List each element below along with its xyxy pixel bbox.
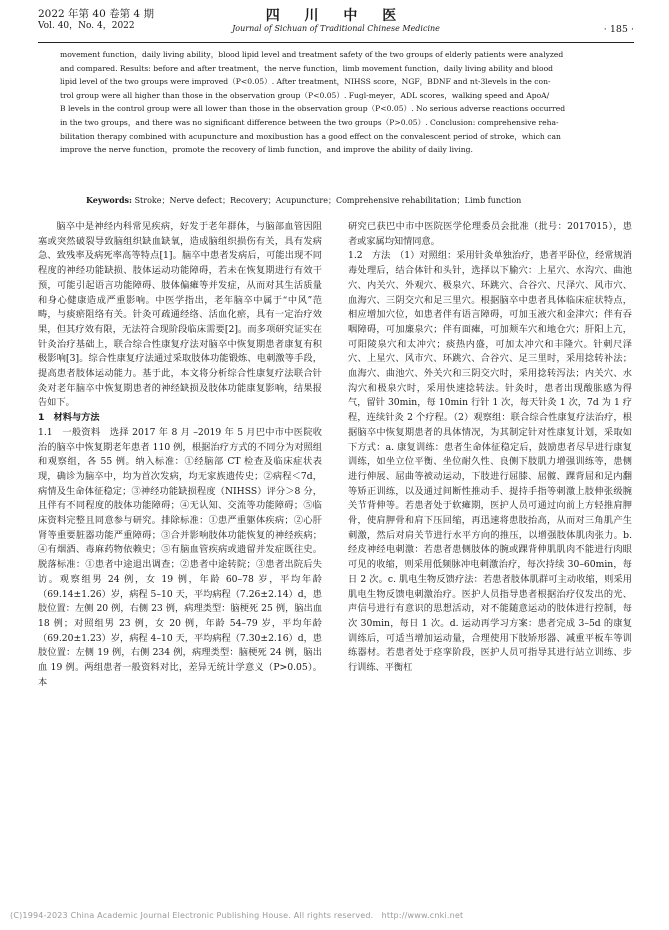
- header-rule: [38, 42, 634, 43]
- page-header: [38, 8, 634, 42]
- abstract-line: lipid level of the two groups were improved（P<0.05）. After treatment，NIHSS score，NGF，BDNF and nt-3levels in the con-: [60, 77, 551, 87]
- journal-title: [38, 8, 634, 34]
- page-number: · 185 ·: [603, 24, 634, 35]
- issue-cn: 2022 年第 40 卷第 4 期: [38, 8, 154, 20]
- keywords-label: Keywords:: [86, 195, 133, 205]
- intro-paragraph: 脑卒中是神经内科常见疾病，好发于老年群体，与脑部血管因阻塞或突然破裂导致脑组织缺血缺氧，造成脑组织损伤有关，具有发病急、致残率及病死率高等特点[1]。脑卒中患者发病后，可能出现不同程度的神经功能缺损、肢体运动功能障碍，若未在恢复期进行有效干预，可能引起语言功能障碍、肢体偏瘫等并发症，从而对其生活质量和身心健康造成严重影响。中医学指出，老年脑卒中属于“中风”范畴，与痰瘀阻络有关。针灸可疏通经络、活血化瘀，具有一定治疗效果，但其疗效有限，无法符合现阶段临床需要[2]。而多项研究证实在针灸治疗基础上，联合综合性康复疗法对脑卒中恢复期患者康复有积极影响[3]。综合性康复疗法通过采取肢体功能锻炼、电刺激等手段，提高患者肢体运动能力。基于此，本文将分析综合性康复疗法联合针灸对老年脑卒中恢复期患者的神经缺损及肢体功能康复影响，结果报告如下。: [38, 221, 322, 409]
- journal-title-en: Journal of Sichuan of Traditional Chinese Medicine: [232, 24, 440, 33]
- right-column: [348, 220, 632, 676]
- keywords-text: Stroke；Nerve defect；Recovery；Acupuncture；Comprehensive rehabilitation；Limb function: [134, 196, 522, 205]
- section-heading: 1 材料与方法: [38, 412, 100, 424]
- methods-paragraph: 1.2 方法 （1）对照组：采用针灸单独治疗，患者平卧位，经常规消毒处理后，结合体针和头针，选择以下腧穴：上星穴、水沟穴、曲池穴、内关穴、外观穴、极泉穴、环跳穴、合谷穴、尺泽穴、风市穴、血海穴、三阴交穴和足三里穴。根据脑卒中患者具体临床症状特点，相应增加穴位，如患者伴有语言障碍，可加玉液穴和金津穴；伴有吞咽障碍，可加廉泉穴；伴有面瘫，可加颊车穴和地仓穴；肝阳上亢，可阳陵泉穴和太冲穴；痰热内盛，可加太冲穴和丰隆穴。针刺尺泽穴、上星穴、风市穴、环跳穴、合谷穴、足三里时，采用捻转补法；血海穴、曲池穴、外关穴和三阴交穴时，采用捻转泻法；内关穴、水沟穴和极泉穴时，采用快速捻转法。针灸时，患者出现酸胀感为得气，留针 30min，每 10min 行针 1 次，每天针灸 1 次，7d 为 1 疗程，连续针灸 2 个疗程。（2）观察组：联合综合性康复疗法治疗，根据脑卒中恢复期患者的具体情况，为其制定针对性康复计划，采取如下方式：a. 康复训练：患者生命体征稳定后，鼓励患者尽早进行康复训练，如坐立位平衡、坐位耐久性、良侧下肢肌力增强训练等，患侧进行伸展、屈曲等被动运动，下肢进行屈膝、屈髋、踝背屈和足内翻等矫正训练，以及通过间断性推动手、提持手指等刺激上肢伸张级腕关节背伸等。若患者处于软瘫期，医护人员可通过向前上方轻推肩胛骨，使肩胛骨和肩下压回缩，再迅速将患肢抬高，从而对三角肌产生刺激，然后对肩关节进行水平方向的推压，以增强肢体肌肉张力。b. 经皮神经电刺激：若患者患侧肢体的腕或踝背伸肌肌肉不能进行肉眼可见的收缩，则采用低频脉冲电刺激治疗，每次持续 30–60min，每日 2 次。c. 肌电生物反馈疗法：若患者肢体肌群可主动收缩，则采用肌电生物反馈电刺激治疗。医护人员指导患者根据治疗仪发出的光、声信号进行有意识的思想活动，对不能随意运动的肢体进行控制，每次 30min，每日 1 次。d. 运动再学习方案：患者完成 3–5d 的康复训练后，可适当增加运动量，合理使用下肢矫形器、减重平板车等训练器材。若患者处于痉挛阶段，医护人员可指导其进行站立训练、步行训练、平衡杠: [348, 250, 632, 674]
- left-column: [38, 220, 322, 691]
- journal-title-cn: 四 川 中 医: [265, 8, 407, 24]
- general-data-paragraph: 1.1 一般资料 选择 2017 年 8 月 –2019 年 5 月巴中市中医院收治的脑卒中恢复期老年患者 110 例，根据治疗方式的不同分为对照组和观察组，各 55 例。纳入标准：①经脑部 CT 检查及临床症状表现，确诊为脑卒中，均为首次发病，均无家族遗传史；②病程＜7d，病情及生命体征稳定；③神经功能缺损程度（NIHSS）评分＞8 分，且伴有不同程度的肢体功能障碍；④无认知、交流等功能障碍；⑤临床资料完整且同意参与研究。排除标准：①患严重躯体疾病；②心肝肾等重要脏器功能严重障碍；③合并影响肢体功能恢复的神经疾病；④有烟酒、毒麻药物依赖史；⑤有脑血管疾病或遗留并发症既往史。脱落标准：①患者中途退出调查；②患者中途转院；③患者出院后失访。观察组男 24 例，女 19 例，年龄 60–78 岁，平均年龄（69.14±1.26）岁，病程 5–10 天，平均病程（7.26±2.14）d，患肢位置：左侧 20 例，右侧 23 例，病理类型：脑梗死 25 例，脑出血 18 例；对照组男 23 例，女 20 例，年龄 54–79 岁，平均年龄（69.20±1.23）岁，病程 4–10 天，平均病程（7.30±2.16）d，患肢位置：左侧 19 例，右侧 234 例，病理类型：脑梗死 24 例，脑出血 19 例。两组患者一般资料对比，差异无统计学意义（P>0.05）。本: [38, 426, 322, 688]
- abstract-line: and compared. Results: before and after treatment，the nerve function，limb movement function，daily living ability and blood: [60, 63, 554, 73]
- abstract-line: in the two groups，and there was no significant difference between the two groups（P>0.05）. Conclusion: comprehensive reha-: [60, 117, 559, 127]
- abstract-line: bilitation therapy combined with acupuncture and moxibustion has a good effect on the convalescent period of stroke，which can: [60, 131, 561, 141]
- abstract-line: movement function，daily living ability，blood lipid level and treatment safety of the two groups of elderly patients were analyzed: [60, 50, 564, 59]
- abstract-line: B levels in the control group were all lower than those in the observation group（P<0.05）. No serious adverse reactions occurred: [60, 104, 566, 114]
- copyright-footer: (C)1994-2023 China Academic Journal Electronic Publishing House. All rights reserved. http://www.cnki.net: [10, 911, 464, 920]
- abstract-line: trol group were all higher than those in the observation group（P<0.05）. Fugl-meyer，ADL scores，walking speed and ApoA/: [60, 90, 550, 100]
- abstract-text: [60, 48, 616, 157]
- abstract-line: improve the nerve function，promote the recovery of limb function，and improve the ability of daily living.: [60, 145, 473, 155]
- ethics-paragraph: 研究已获巴中市中医院医学伦理委员会批准（批号：2017015），患者或家属均知情同意。: [348, 221, 632, 247]
- keywords: [86, 194, 626, 207]
- issue-en: Vol. 40，No. 4，2022: [38, 21, 135, 31]
